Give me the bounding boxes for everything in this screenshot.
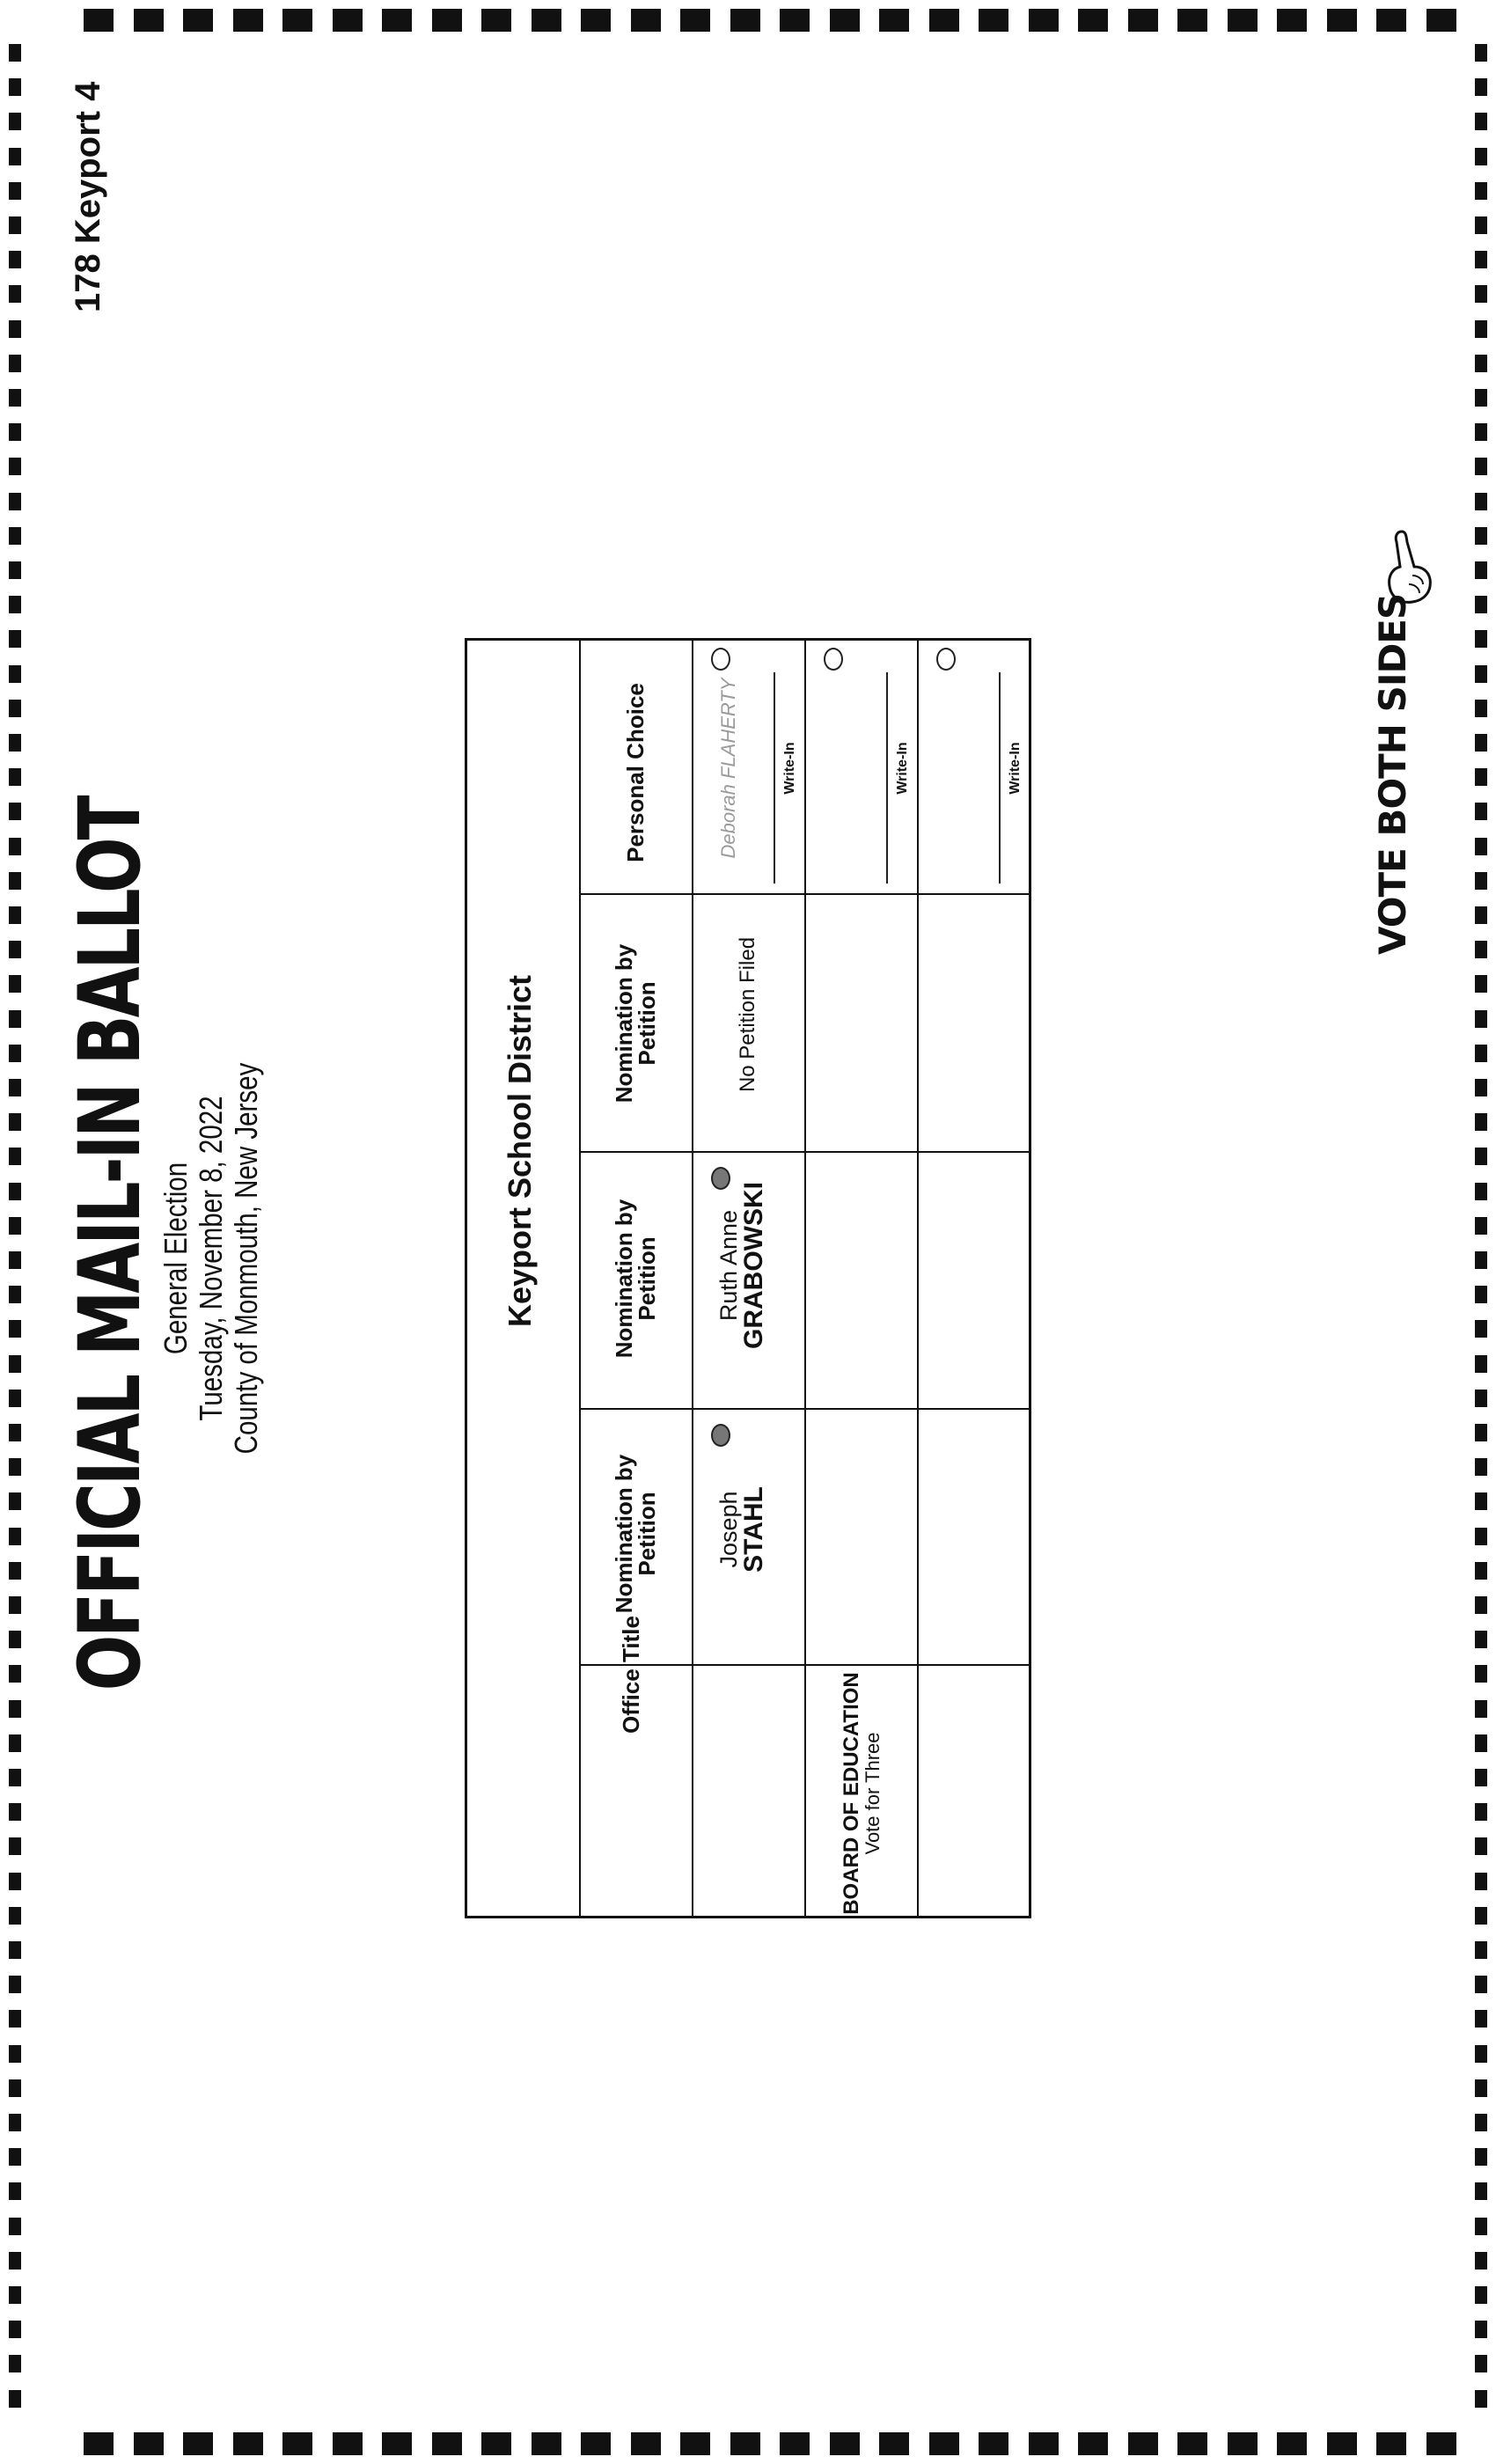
header-col2 — [612, 1160, 658, 1397]
timing-mark — [9, 493, 21, 510]
timing-mark — [84, 9, 114, 32]
timing-mark — [84, 2432, 114, 2455]
ballot-code — [69, 48, 107, 312]
timing-mark — [780, 2432, 810, 2455]
timing-mark — [9, 734, 21, 752]
timing-mark — [9, 1562, 21, 1580]
timing-mark — [1475, 251, 1487, 268]
timing-mark — [9, 2010, 21, 2028]
timing-mark — [382, 2432, 412, 2455]
timing-mark — [1475, 1631, 1487, 1648]
timing-mark — [233, 2432, 263, 2455]
timing-mark — [9, 1183, 21, 1200]
timing-mark — [183, 2432, 213, 2455]
timing-mark — [1078, 2432, 1108, 2455]
office-name: BOARD OF EDUCATION — [840, 1672, 863, 1915]
timing-mark — [1327, 2432, 1357, 2455]
timing-mark — [1475, 1769, 1487, 1786]
timing-mark — [481, 2432, 511, 2455]
write-in-field-2[interactable] — [837, 667, 890, 887]
candidate-last-name: STAHL — [739, 1486, 768, 1573]
timing-mark — [1475, 389, 1487, 407]
timing-mark — [1475, 906, 1487, 924]
timing-mark — [1475, 700, 1487, 717]
timing-mark — [9, 285, 21, 303]
timing-mark — [134, 9, 164, 32]
timing-mark — [9, 803, 21, 820]
vote-both-sides-text: VOTE BOTH SIDES — [1371, 593, 1414, 955]
timing-mark — [780, 9, 810, 32]
timing-mark — [1475, 1148, 1487, 1165]
timing-mark — [532, 2432, 561, 2455]
timing-mark — [9, 1424, 21, 1441]
timing-mark — [183, 9, 213, 32]
timing-mark — [9, 1320, 21, 1338]
timing-mark — [1475, 493, 1487, 510]
timing-mark — [9, 1355, 21, 1373]
candidate-first-name: Joseph — [715, 1491, 742, 1568]
timing-mark — [1475, 1183, 1487, 1200]
timing-mark — [1475, 1045, 1487, 1062]
timing-mark — [1475, 1734, 1487, 1752]
header-col1-line2: Petition — [634, 1492, 660, 1576]
timing-mark — [1475, 423, 1487, 441]
timing-mark — [1475, 803, 1487, 820]
vote-both-sides — [1371, 593, 1414, 955]
timing-mark — [1475, 665, 1487, 683]
timing-mark — [1475, 1010, 1487, 1028]
ballot-table — [465, 638, 1031, 1918]
timing-mark — [1475, 1320, 1487, 1338]
timing-mark — [1475, 1217, 1487, 1235]
timing-mark — [1475, 2321, 1487, 2338]
timing-mark — [382, 9, 412, 32]
header-col1 — [612, 1415, 658, 1653]
timing-mark — [9, 1286, 21, 1303]
timing-mark — [9, 1941, 21, 1959]
timing-mark — [1475, 1665, 1487, 1683]
header-personal-choice — [624, 658, 647, 887]
timing-mark — [1475, 1458, 1487, 1476]
timing-mark — [929, 2432, 959, 2455]
no-petition-filed: No Petition Filed — [736, 936, 759, 1093]
timing-mark — [1475, 2045, 1487, 2063]
timing-mark — [1228, 9, 1258, 32]
timing-mark — [9, 2390, 21, 2408]
timing-mark — [1475, 182, 1487, 200]
timing-mark — [9, 2286, 21, 2304]
timing-mark — [1177, 9, 1207, 32]
timing-mark — [680, 9, 710, 32]
timing-mark — [879, 9, 909, 32]
timing-mark — [9, 1492, 21, 1510]
election-date: Tuesday, November 8, 2022 — [193, 1096, 229, 1421]
timing-mark — [9, 1217, 21, 1235]
timing-mark — [9, 1734, 21, 1752]
timing-mark — [1475, 2182, 1487, 2200]
timing-mark — [9, 216, 21, 234]
header-personal-choice-text: Personal Choice — [622, 683, 649, 862]
timing-mark — [581, 2432, 611, 2455]
timing-mark — [1475, 2390, 1487, 2408]
timing-mark — [1475, 2148, 1487, 2166]
ballot-code-text: 178 Keyport 4 — [69, 81, 107, 312]
timing-mark — [1475, 458, 1487, 475]
timing-mark — [1475, 320, 1487, 338]
header-col3 — [612, 905, 658, 1142]
ballot-header — [62, 704, 264, 1813]
timing-mark — [680, 2432, 710, 2455]
timing-mark — [9, 1803, 21, 1821]
timing-mark — [1475, 768, 1487, 786]
timing-mark — [9, 872, 21, 890]
timing-mark — [1475, 1492, 1487, 1510]
write-in-label-2: Write-In — [895, 742, 910, 795]
timing-mark — [581, 9, 611, 32]
write-in-field-3[interactable] — [950, 667, 1002, 887]
office-title-cell — [841, 1670, 884, 1917]
timing-mark — [1475, 872, 1487, 890]
candidate-stahl — [716, 1441, 767, 1617]
timing-mark — [1475, 596, 1487, 613]
timing-mark — [1475, 2010, 1487, 2028]
timing-mark — [1475, 44, 1487, 62]
timing-mark — [282, 9, 312, 32]
timing-mark — [9, 2355, 21, 2372]
timing-mark — [9, 1113, 21, 1131]
timing-mark — [1475, 1424, 1487, 1441]
timing-mark — [1475, 148, 1487, 165]
header-office-title-text: Office Title — [618, 1616, 644, 1734]
timing-mark — [730, 2432, 760, 2455]
timing-mark — [9, 1010, 21, 1028]
timing-mark — [979, 2432, 1008, 2455]
timing-mark — [9, 2079, 21, 2097]
write-in-label-1: Write-In — [782, 742, 797, 795]
vote-oval-stahl[interactable] — [711, 1424, 730, 1447]
timing-mark — [1475, 2252, 1487, 2270]
timing-mark — [9, 700, 21, 717]
timing-mark — [1177, 2432, 1207, 2455]
header-col1-line1: Nomination by — [611, 1454, 637, 1614]
timing-mark — [9, 2182, 21, 2200]
timing-mark — [1475, 1355, 1487, 1373]
election-county: County of Monmouth, New Jersey — [228, 1062, 264, 1455]
timing-mark — [1475, 734, 1487, 752]
timing-mark — [9, 906, 21, 924]
timing-mark — [1029, 9, 1059, 32]
timing-mark — [1475, 561, 1487, 579]
timing-mark — [1475, 1286, 1487, 1303]
timing-mark — [1426, 9, 1456, 32]
timing-mark — [1277, 2432, 1307, 2455]
timing-mark — [9, 1148, 21, 1165]
timing-mark — [9, 389, 21, 407]
timing-mark — [1277, 9, 1307, 32]
timing-mark — [1078, 9, 1108, 32]
timing-mark — [9, 2321, 21, 2338]
timing-mark — [631, 2432, 661, 2455]
timing-mark — [9, 1458, 21, 1476]
timing-mark — [9, 148, 21, 165]
timing-mark — [9, 78, 21, 96]
timing-mark — [1475, 2218, 1487, 2235]
timing-mark — [1475, 216, 1487, 234]
timing-mark — [9, 2148, 21, 2166]
timing-mark — [979, 9, 1008, 32]
timing-mark — [830, 2432, 860, 2455]
timing-mark — [9, 2218, 21, 2235]
header-col2-line1: Nomination by — [611, 1199, 637, 1359]
timing-mark — [1029, 2432, 1059, 2455]
district-title: Keyport School District — [502, 974, 538, 1328]
timing-mark — [1475, 78, 1487, 96]
timing-mark — [1475, 2355, 1487, 2372]
timing-mark — [1475, 941, 1487, 958]
timing-mark — [9, 1045, 21, 1062]
timing-mark — [9, 251, 21, 268]
timing-mark — [1475, 285, 1487, 303]
timing-mark — [9, 527, 21, 545]
timing-mark — [730, 9, 760, 32]
timing-mark — [9, 1390, 21, 1407]
write-in-handwriting: Deborah FLAHERTY — [717, 678, 739, 859]
timing-mark — [9, 2045, 21, 2063]
timing-mark — [9, 596, 21, 613]
timing-mark — [9, 44, 21, 62]
timing-mark — [1228, 2432, 1258, 2455]
header-col3-line1: Nomination by — [611, 943, 637, 1104]
timing-mark — [9, 1596, 21, 1614]
timing-mark — [333, 2432, 363, 2455]
timing-mark — [1128, 2432, 1158, 2455]
timing-mark — [481, 9, 511, 32]
timing-mark — [9, 1769, 21, 1786]
timing-mark — [432, 2432, 462, 2455]
timing-mark — [9, 423, 21, 441]
timing-mark — [134, 2432, 164, 2455]
timing-mark — [9, 768, 21, 786]
timing-mark — [9, 2252, 21, 2270]
timing-mark — [282, 2432, 312, 2455]
timing-mark — [1475, 630, 1487, 648]
timing-mark — [9, 1976, 21, 1993]
timing-mark — [1327, 9, 1357, 32]
timing-mark — [9, 1631, 21, 1648]
write-in-label-3: Write-In — [1008, 742, 1023, 795]
timing-mark — [1475, 1907, 1487, 1925]
header-col2-line2: Petition — [634, 1236, 660, 1321]
timing-mark — [631, 9, 661, 32]
timing-mark — [929, 9, 959, 32]
timing-mark — [1376, 2432, 1406, 2455]
timing-mark — [1475, 1390, 1487, 1407]
timing-mark — [1475, 1113, 1487, 1131]
timing-mark — [9, 2114, 21, 2131]
timing-mark — [9, 665, 21, 683]
timing-mark — [1475, 2286, 1487, 2304]
timing-mark — [1475, 527, 1487, 545]
timing-mark — [1475, 975, 1487, 993]
timing-mark — [1475, 1079, 1487, 1096]
timing-mark — [333, 9, 363, 32]
timing-mark — [1128, 9, 1158, 32]
timing-mark — [1475, 1941, 1487, 1959]
timing-mark — [1475, 113, 1487, 130]
timing-mark — [879, 2432, 909, 2455]
timing-mark — [1475, 355, 1487, 372]
timing-mark — [9, 1907, 21, 1925]
timing-mark — [1475, 1837, 1487, 1855]
timing-mark — [1376, 9, 1406, 32]
timing-mark — [9, 1079, 21, 1096]
timing-mark — [9, 355, 21, 372]
timing-mark — [9, 561, 21, 579]
timing-mark — [9, 1837, 21, 1855]
header-col3-line2: Petition — [634, 981, 660, 1066]
timing-mark — [233, 9, 263, 32]
office-vote-for: Vote for Three — [862, 1732, 884, 1855]
timing-mark — [9, 1665, 21, 1683]
timing-mark — [532, 9, 561, 32]
timing-mark — [9, 975, 21, 993]
timing-mark — [432, 9, 462, 32]
timing-mark — [1475, 1562, 1487, 1580]
write-in-oval-1[interactable] — [711, 648, 730, 671]
election-name: General Election — [158, 1162, 194, 1355]
timing-mark — [9, 113, 21, 130]
vote-oval-grabowski[interactable] — [711, 1167, 730, 1190]
timing-mark — [9, 182, 21, 200]
timing-mark — [9, 941, 21, 958]
timing-mark — [9, 1528, 21, 1545]
timing-mark — [1475, 2114, 1487, 2131]
candidate-first-name: Ruth Anne — [715, 1209, 742, 1322]
timing-mark — [1475, 1700, 1487, 1718]
timing-mark — [9, 1873, 21, 1890]
timing-mark — [1475, 1596, 1487, 1614]
ballot-title: OFFICIAL MAIL-IN BALLOT — [61, 797, 159, 1691]
timing-mark — [9, 630, 21, 648]
candidate-last-name: GRABOWSKI — [739, 1182, 768, 1349]
timing-mark — [9, 320, 21, 338]
timing-mark — [1475, 1803, 1487, 1821]
timing-mark — [9, 1251, 21, 1269]
timing-mark — [1475, 1976, 1487, 1993]
timing-mark — [1475, 2079, 1487, 2097]
timing-mark — [1475, 1873, 1487, 1890]
timing-mark — [830, 9, 860, 32]
timing-mark — [1475, 1528, 1487, 1545]
timing-mark — [9, 1700, 21, 1718]
timing-mark — [9, 458, 21, 475]
timing-mark — [1475, 838, 1487, 855]
timing-mark — [1475, 1251, 1487, 1269]
timing-mark — [1426, 2432, 1456, 2455]
timing-mark — [9, 838, 21, 855]
